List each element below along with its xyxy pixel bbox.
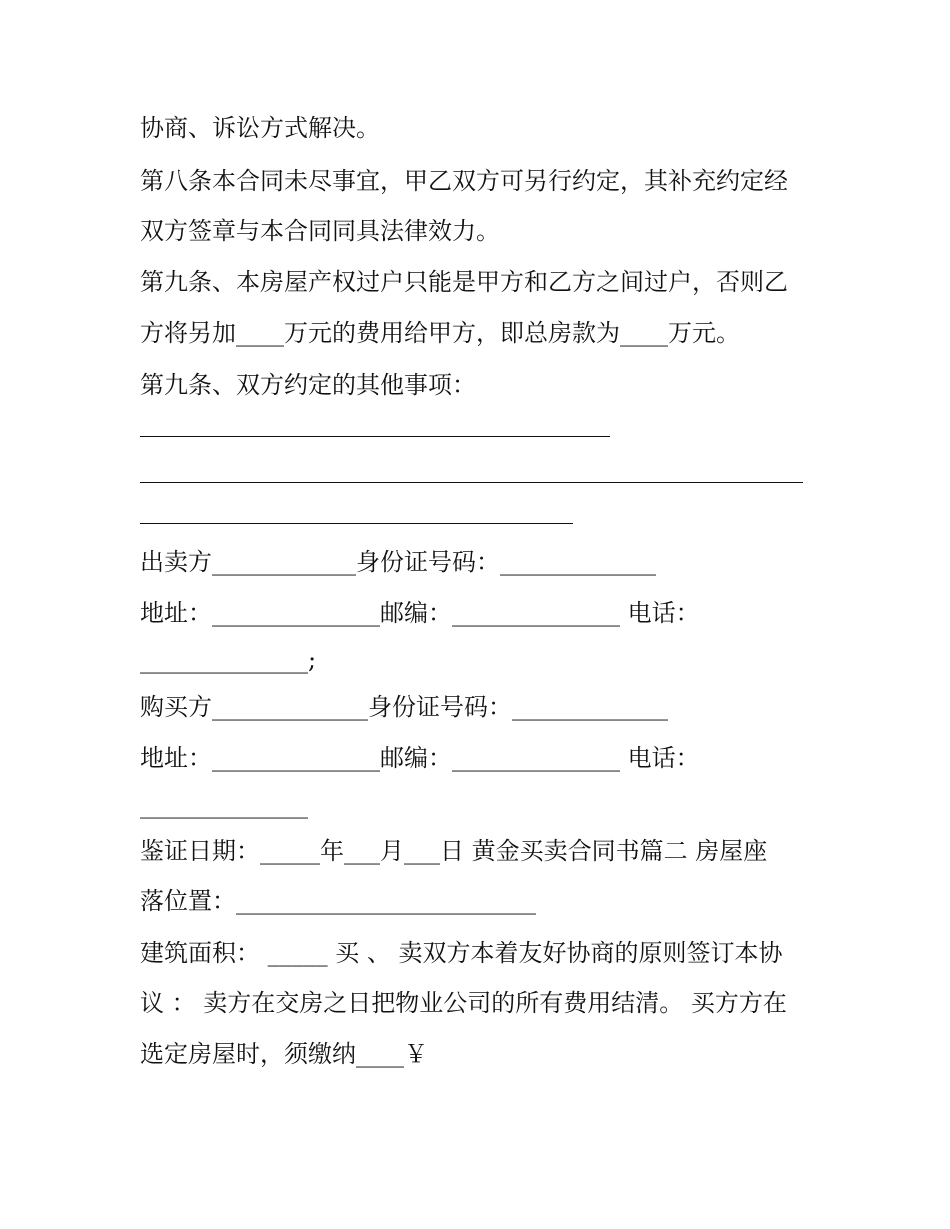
text-line: 第九条、双方约定的其他事项：	[140, 371, 476, 399]
blank-line	[140, 436, 610, 437]
text-line: 第九条、本房屋产权过户只能是甲方和乙方之间过户，否则乙	[140, 268, 788, 296]
text-line: 落位置：_________________________	[140, 887, 536, 915]
seller-line: 出卖方____________身份证号码：_____________	[140, 548, 656, 576]
blank-line	[140, 523, 573, 524]
blank-line	[140, 482, 803, 483]
text-line: 双方签章与本合同同具法律效力。	[140, 217, 500, 245]
text-line: 选定房屋时，须缴纳____￥	[140, 1040, 428, 1068]
seller-address-line: 地址：______________邮编：______________ 电话：	[140, 599, 700, 627]
buyer-address-line: 地址：______________邮编：______________ 电话：	[140, 744, 700, 772]
buyer-phone-line: ______________	[140, 791, 308, 819]
buyer-line: 购买方_____________身份证号码：_____________	[140, 693, 668, 721]
text-line: 议 ： 卖方在交房之日把物业公司的所有费用结清。 买方方在	[140, 989, 787, 1017]
text-line: 建筑面积： _____ 买 、 卖双方本着友好协商的原则签订本协	[140, 939, 783, 967]
text-line: 协商、诉讼方式解决。	[140, 114, 380, 142]
text-line: 第八条本合同未尽事宜，甲乙双方可另行约定，其补充约定经	[140, 167, 788, 195]
seller-phone-line: ______________;	[140, 646, 317, 674]
text-line: 鉴证日期：_____年___月___日 黄金买卖合同书篇二 房屋座	[140, 837, 768, 865]
text-line: 方将另加____万元的费用给甲方，即总房款为____万元。	[140, 319, 740, 347]
